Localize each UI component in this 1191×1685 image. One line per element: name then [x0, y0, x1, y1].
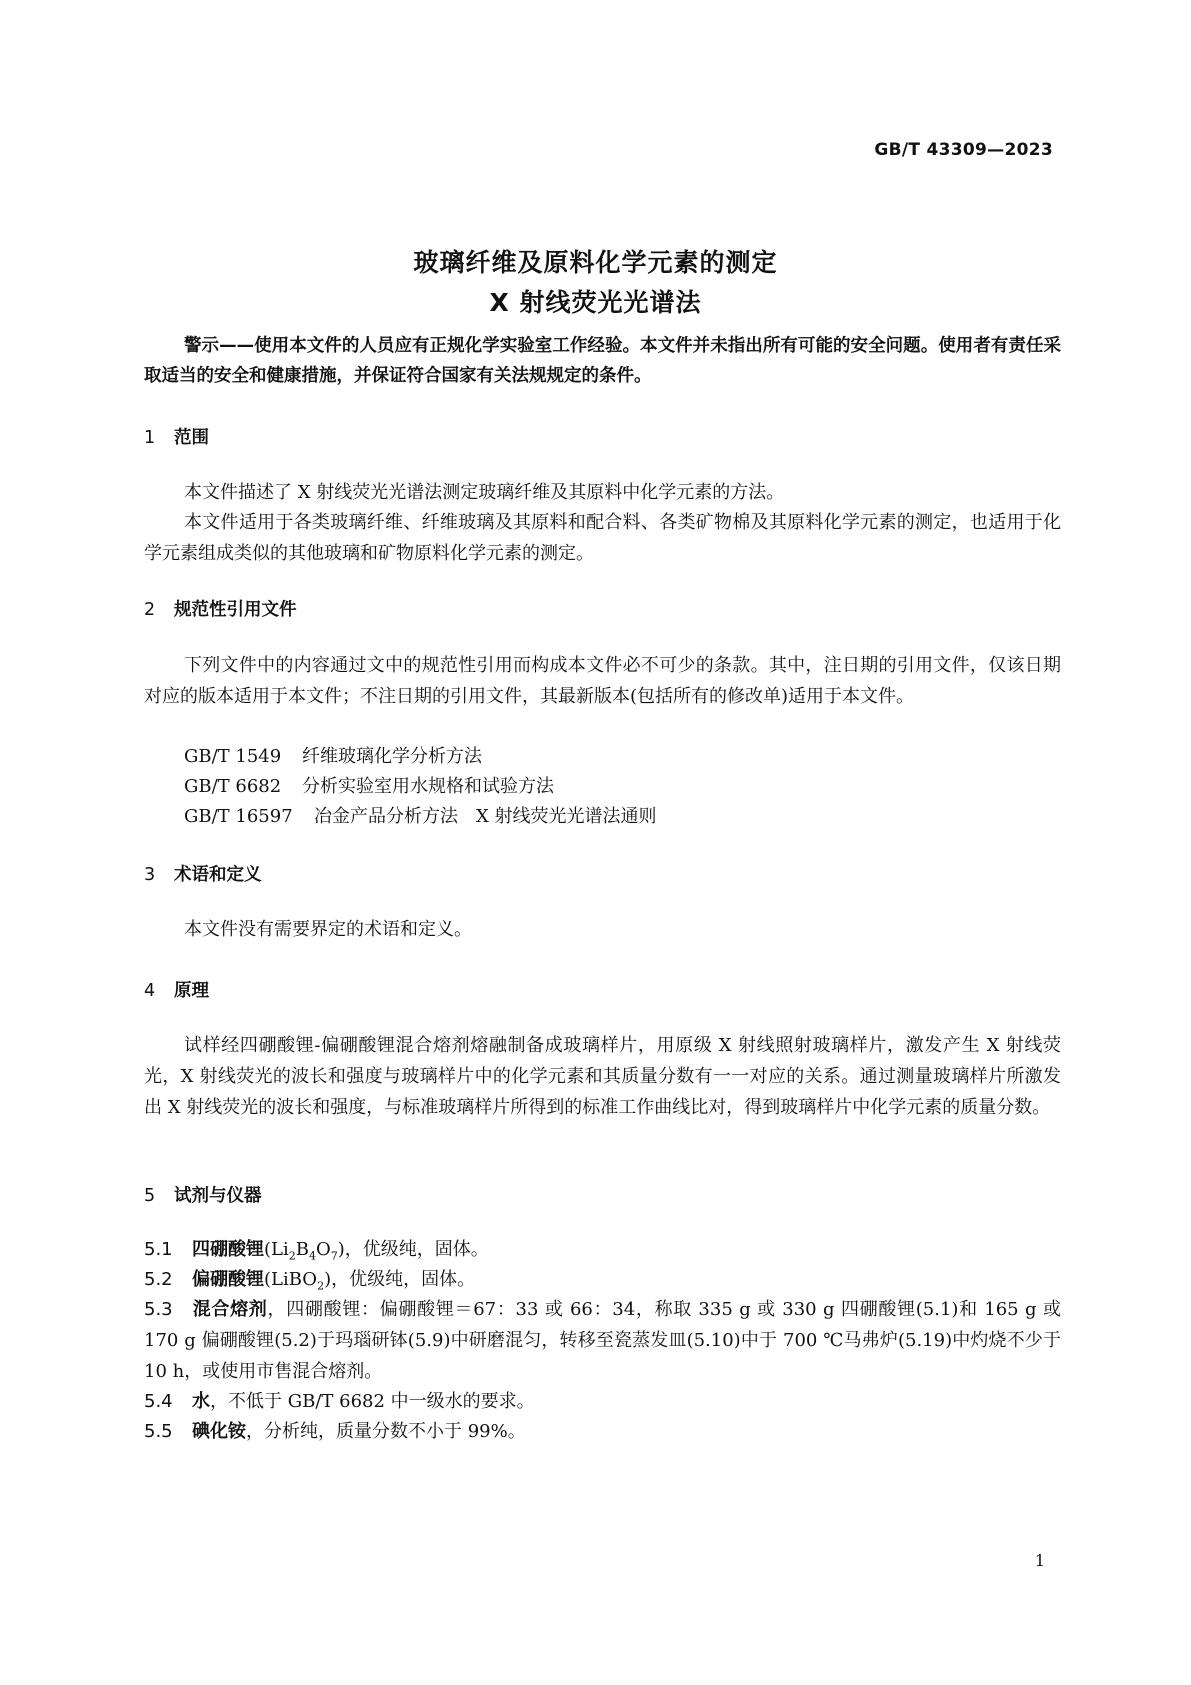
- section-heading-scope: [144, 424, 209, 449]
- section-number: 3: [144, 865, 156, 885]
- terms-paragraph: 本文件没有需要界定的术语和定义。: [184, 919, 472, 940]
- safety-warning: 警示——使用本文件的人员应有正规化学实验室工作经验。本文件并未指出所有可能的安全问题。使用者有责任采取适当的安全和健康措施，并保证符合国家有关法规规定的条件。: [144, 336, 1061, 386]
- page-number: 1: [1034, 1551, 1045, 1570]
- reference-item: [184, 802, 657, 828]
- formula-subscript: 4: [308, 1249, 316, 1263]
- section-title: 范围: [174, 428, 209, 448]
- section-title: 术语和定义: [174, 865, 262, 885]
- formula-element: O: [315, 1239, 331, 1260]
- item-term: 四硼酸锂: [192, 1239, 264, 1260]
- section-number: 5: [144, 1186, 156, 1206]
- item-text: ，四硼酸锂：偏硼酸锂＝67：33 或 66：34，称取 335 g 或 330 g 四硼酸锂(5.1)和 165 g 或 170 g 偏硼酸锂(5.2)于玛瑙研钵(5.9)中研磨混匀，转移至瓷蒸发皿(5.10)中于 700 ℃马弗炉(5.19)中灼烧不少于 10 h，或使用市售混合熔剂。: [144, 1299, 1061, 1382]
- section-title: 试剂与仪器: [174, 1186, 262, 1206]
- item-text: ，优级纯，固体。: [344, 1239, 489, 1260]
- principle-paragraph: 试样经四硼酸锂-偏硼酸锂混合熔剂熔融制备成玻璃样片，用原级 X 射线照射玻璃样片，激发产生 X 射线荧光，X 射线荧光的波长和强度与玻璃样片中的化学元素和其质量分数有一一对应的关系。通过测量玻璃样片所激发出 X 射线荧光的波长和强度，与标准玻璃样片所得到的标准工作曲线比对，得到玻璃样片中化学元素的质量分数。: [144, 1035, 1061, 1118]
- reference-item: [184, 772, 554, 798]
- reference-code: GB/T 6682: [184, 776, 282, 797]
- item-number: 5.5: [144, 1421, 173, 1442]
- item-term: 混合熔剂: [192, 1299, 268, 1320]
- reagent-item-5-5: [144, 1416, 1061, 1447]
- reference-title: 分析实验室用水规格和试验方法: [302, 776, 554, 797]
- section-number: 4: [144, 981, 156, 1001]
- item-text: ，分析纯，质量分数不小于 99%。: [246, 1421, 526, 1442]
- item-term: 碘化铵: [192, 1421, 246, 1442]
- formula-subscript: 2: [288, 1249, 296, 1263]
- item-number: 5.3: [144, 1299, 173, 1320]
- item-text: ，优级纯，固体。: [331, 1269, 476, 1290]
- reference-code: GB/T 16597: [184, 806, 293, 827]
- item-number: 5.2: [144, 1269, 173, 1290]
- scope-paragraph-1: 本文件描述了 X 射线荧光光谱法测定玻璃纤维及其原料中化学元素的方法。: [184, 482, 785, 503]
- item-term: 水: [192, 1391, 210, 1412]
- section-heading-terms: [144, 861, 262, 886]
- formula-subscript: 7: [330, 1249, 338, 1263]
- reference-title: 纤维玻璃化学分析方法: [302, 746, 482, 767]
- document-title-line2: X 射线荧光光谱法: [489, 288, 702, 317]
- formula-element: B: [295, 1239, 309, 1260]
- reference-title: 冶金产品分析方法 X 射线荧光光谱法通则: [314, 806, 657, 827]
- item-number: 5.1: [144, 1239, 173, 1260]
- standard-number: GB/T 43309—2023: [874, 140, 1053, 160]
- reference-item: [184, 742, 482, 768]
- scope-paragraph-2: 本文件适用于各类玻璃纤维、纤维玻璃及其原料和配合料、各类矿物棉及其原料化学元素的测定，也适用于化学元素组成类似的其他玻璃和矿物原料化学元素的测定。: [144, 512, 1061, 564]
- reagent-item-5-4: [144, 1386, 1061, 1417]
- section-heading-normative-references: [144, 596, 297, 621]
- item-text: ，不低于 GB/T 6682 中一级水的要求。: [210, 1391, 535, 1412]
- item-term: 偏硼酸锂: [192, 1269, 264, 1290]
- section-number: 2: [144, 600, 156, 620]
- formula-subscript: 2: [317, 1279, 325, 1293]
- formula-element: Li: [271, 1239, 289, 1260]
- section-title: 原理: [174, 981, 209, 1001]
- reagent-item-5-3: [144, 1294, 1061, 1387]
- document-title-line1: 玻璃纤维及原料化学元素的测定: [413, 248, 778, 277]
- section-number: 1: [144, 428, 156, 448]
- section-heading-principle: [144, 977, 209, 1002]
- reference-code: GB/T 1549: [184, 746, 282, 767]
- formula-element: LiBO: [271, 1269, 318, 1290]
- section-title: 规范性引用文件: [174, 600, 297, 620]
- section-heading-reagents: [144, 1182, 262, 1207]
- item-number: 5.4: [144, 1391, 173, 1412]
- reagent-item-5-1: 5.1 四硼酸锂$(Li_2B_4O_7)$，优级纯，固体。: [144, 1234, 1061, 1272]
- reagent-item-5-2: 5.2 偏硼酸锂(LiBO$_2$)，优级纯，固体。: [144, 1264, 1061, 1302]
- references-paragraph: 下列文件中的内容通过文中的规范性引用而构成本文件必不可少的条款。其中，注日期的引用文件，仅该日期对应的版本适用于本文件；不注日期的引用文件，其最新版本(包括所有的修改单)适用于本文件。: [144, 655, 1061, 707]
